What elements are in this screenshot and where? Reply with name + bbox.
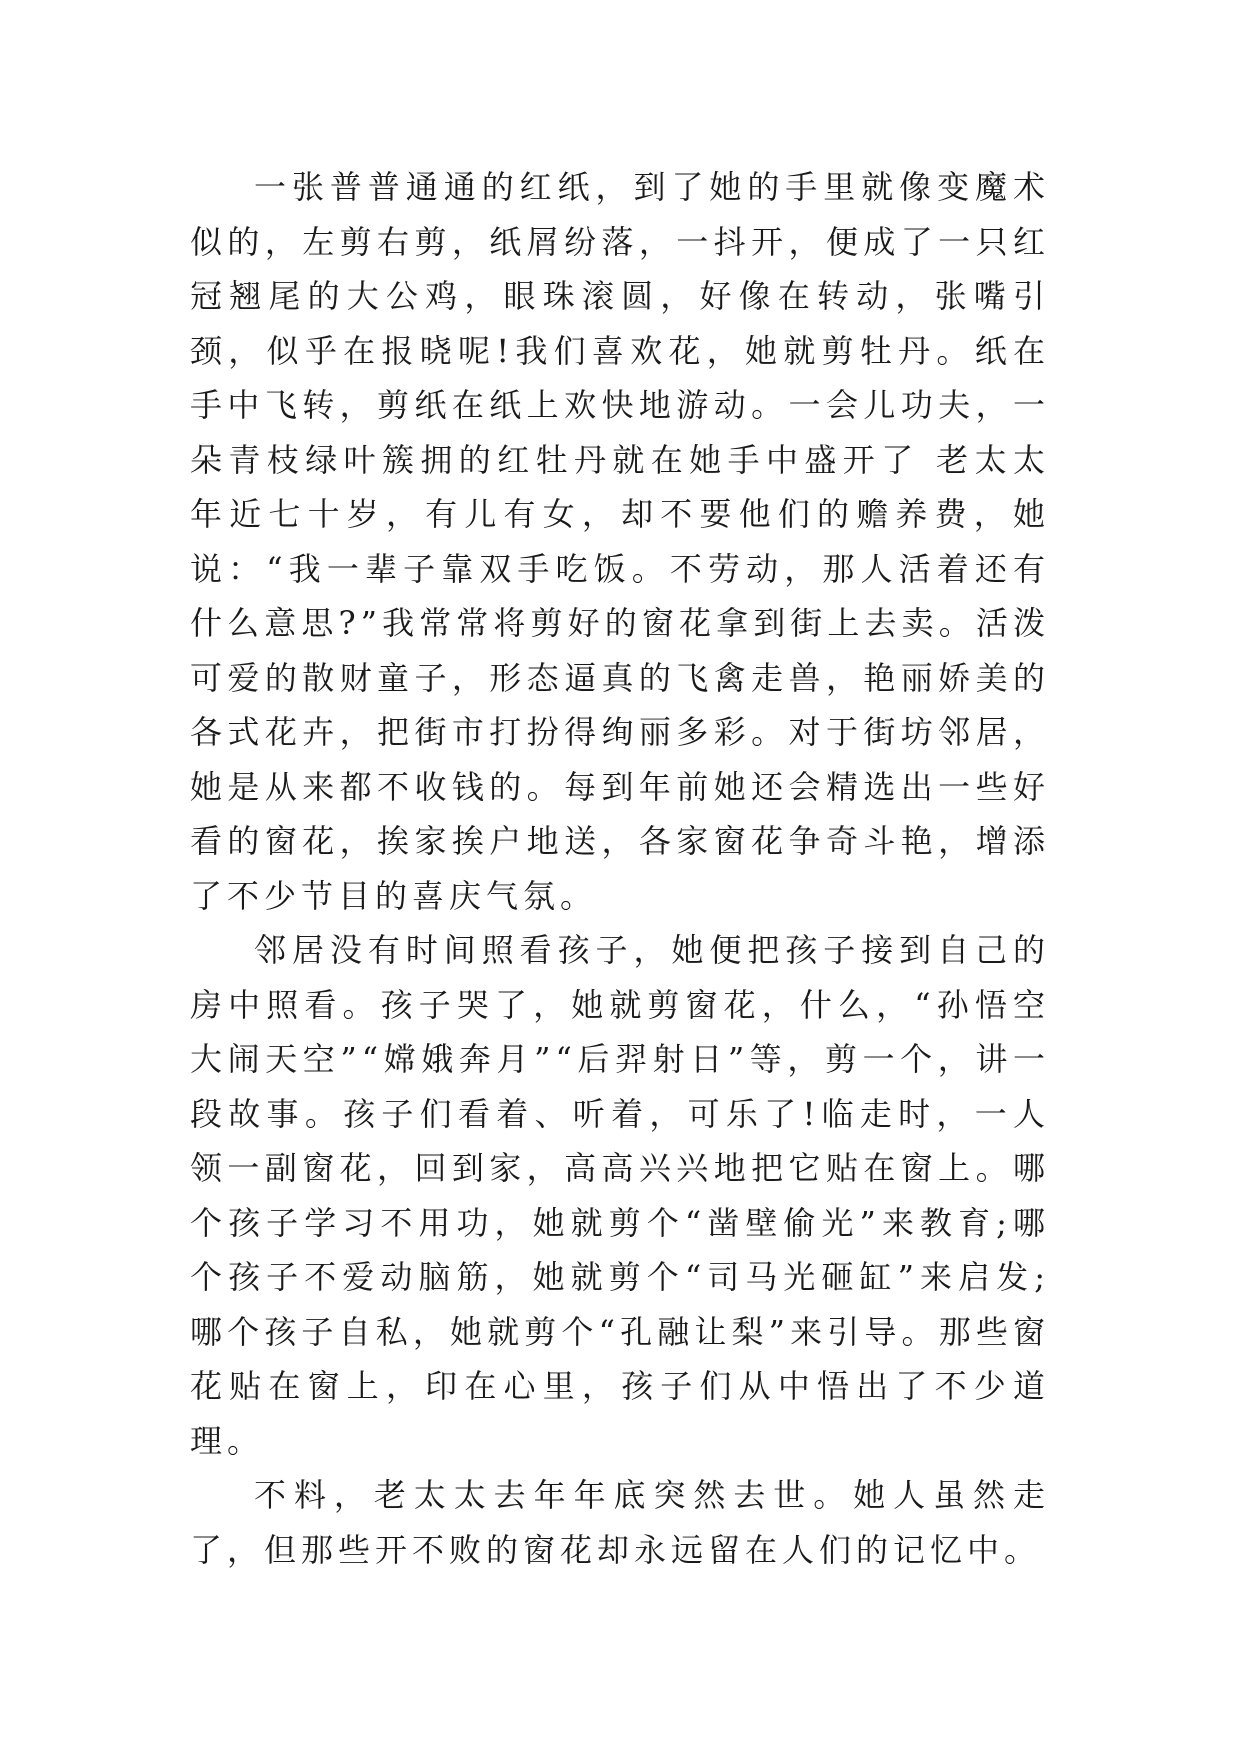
paragraph-2: 邻居没有时间照看孩子，她便把孩子接到自己的房中照看。孩子哭了，她就剪窗花，什么，“孙悟空大闹天空”“嫦娥奔月”“后羿射日”等，剪一个，讲一段故事。孩子们看着、听着，可乐了!临走时，一人领一副窗花，回到家，高高兴兴地把它贴在窗上。哪个孩子学习不用功，她就剪个“凿壁偷光”来教育;哪个孩子不爱动脑筋，她就剪个“司马光砸缸”来启发;哪个孩子自私，她就剪个“孔融让梨”来引导。那些窗花贴在窗上，印在心里，孩子们从中悟出了不少道理。 [190, 931, 1050, 1460]
paragraph-1: 一张普普通通的红纸，到了她的手里就像变魔术似的，左剪右剪，纸屑纷落，一抖开，便成了一只红冠翘尾的大公鸡，眼珠滚圆，好像在转动，张嘴引颈，似乎在报晓呢!我们喜欢花，她就剪牡丹。纸在手中飞转，剪纸在纸上欢快地游动。一会儿功夫，一朵青枝绿叶簇拥的红牡丹就在她手中盛开了 老太太年近七十岁，有儿有女，却不要他们的赡养费，她说：“我一辈子靠双手吃饭。不劳动，那人活着还有什么意思?”我常常将剪好的窗花拿到街上去卖。活泼可爱的散财童子，形态逼真的飞禽走兽，艳丽娇美的各式花卉，把街市打扮得绚丽多彩。对于街坊邻居，她是从来都不收钱的。每到年前她还会精选出一些好看的窗花，挨家挨户地送，各家窗花争奇斗艳，增添了不少节目的喜庆气氛。 [190, 168, 1050, 915]
document-body [190, 160, 1050, 1577]
paragraph-3: 不料，老太太去年年底突然去世。她人虽然走了，但那些开不败的窗花却永远留在人们的记忆中。 [190, 1476, 1050, 1569]
